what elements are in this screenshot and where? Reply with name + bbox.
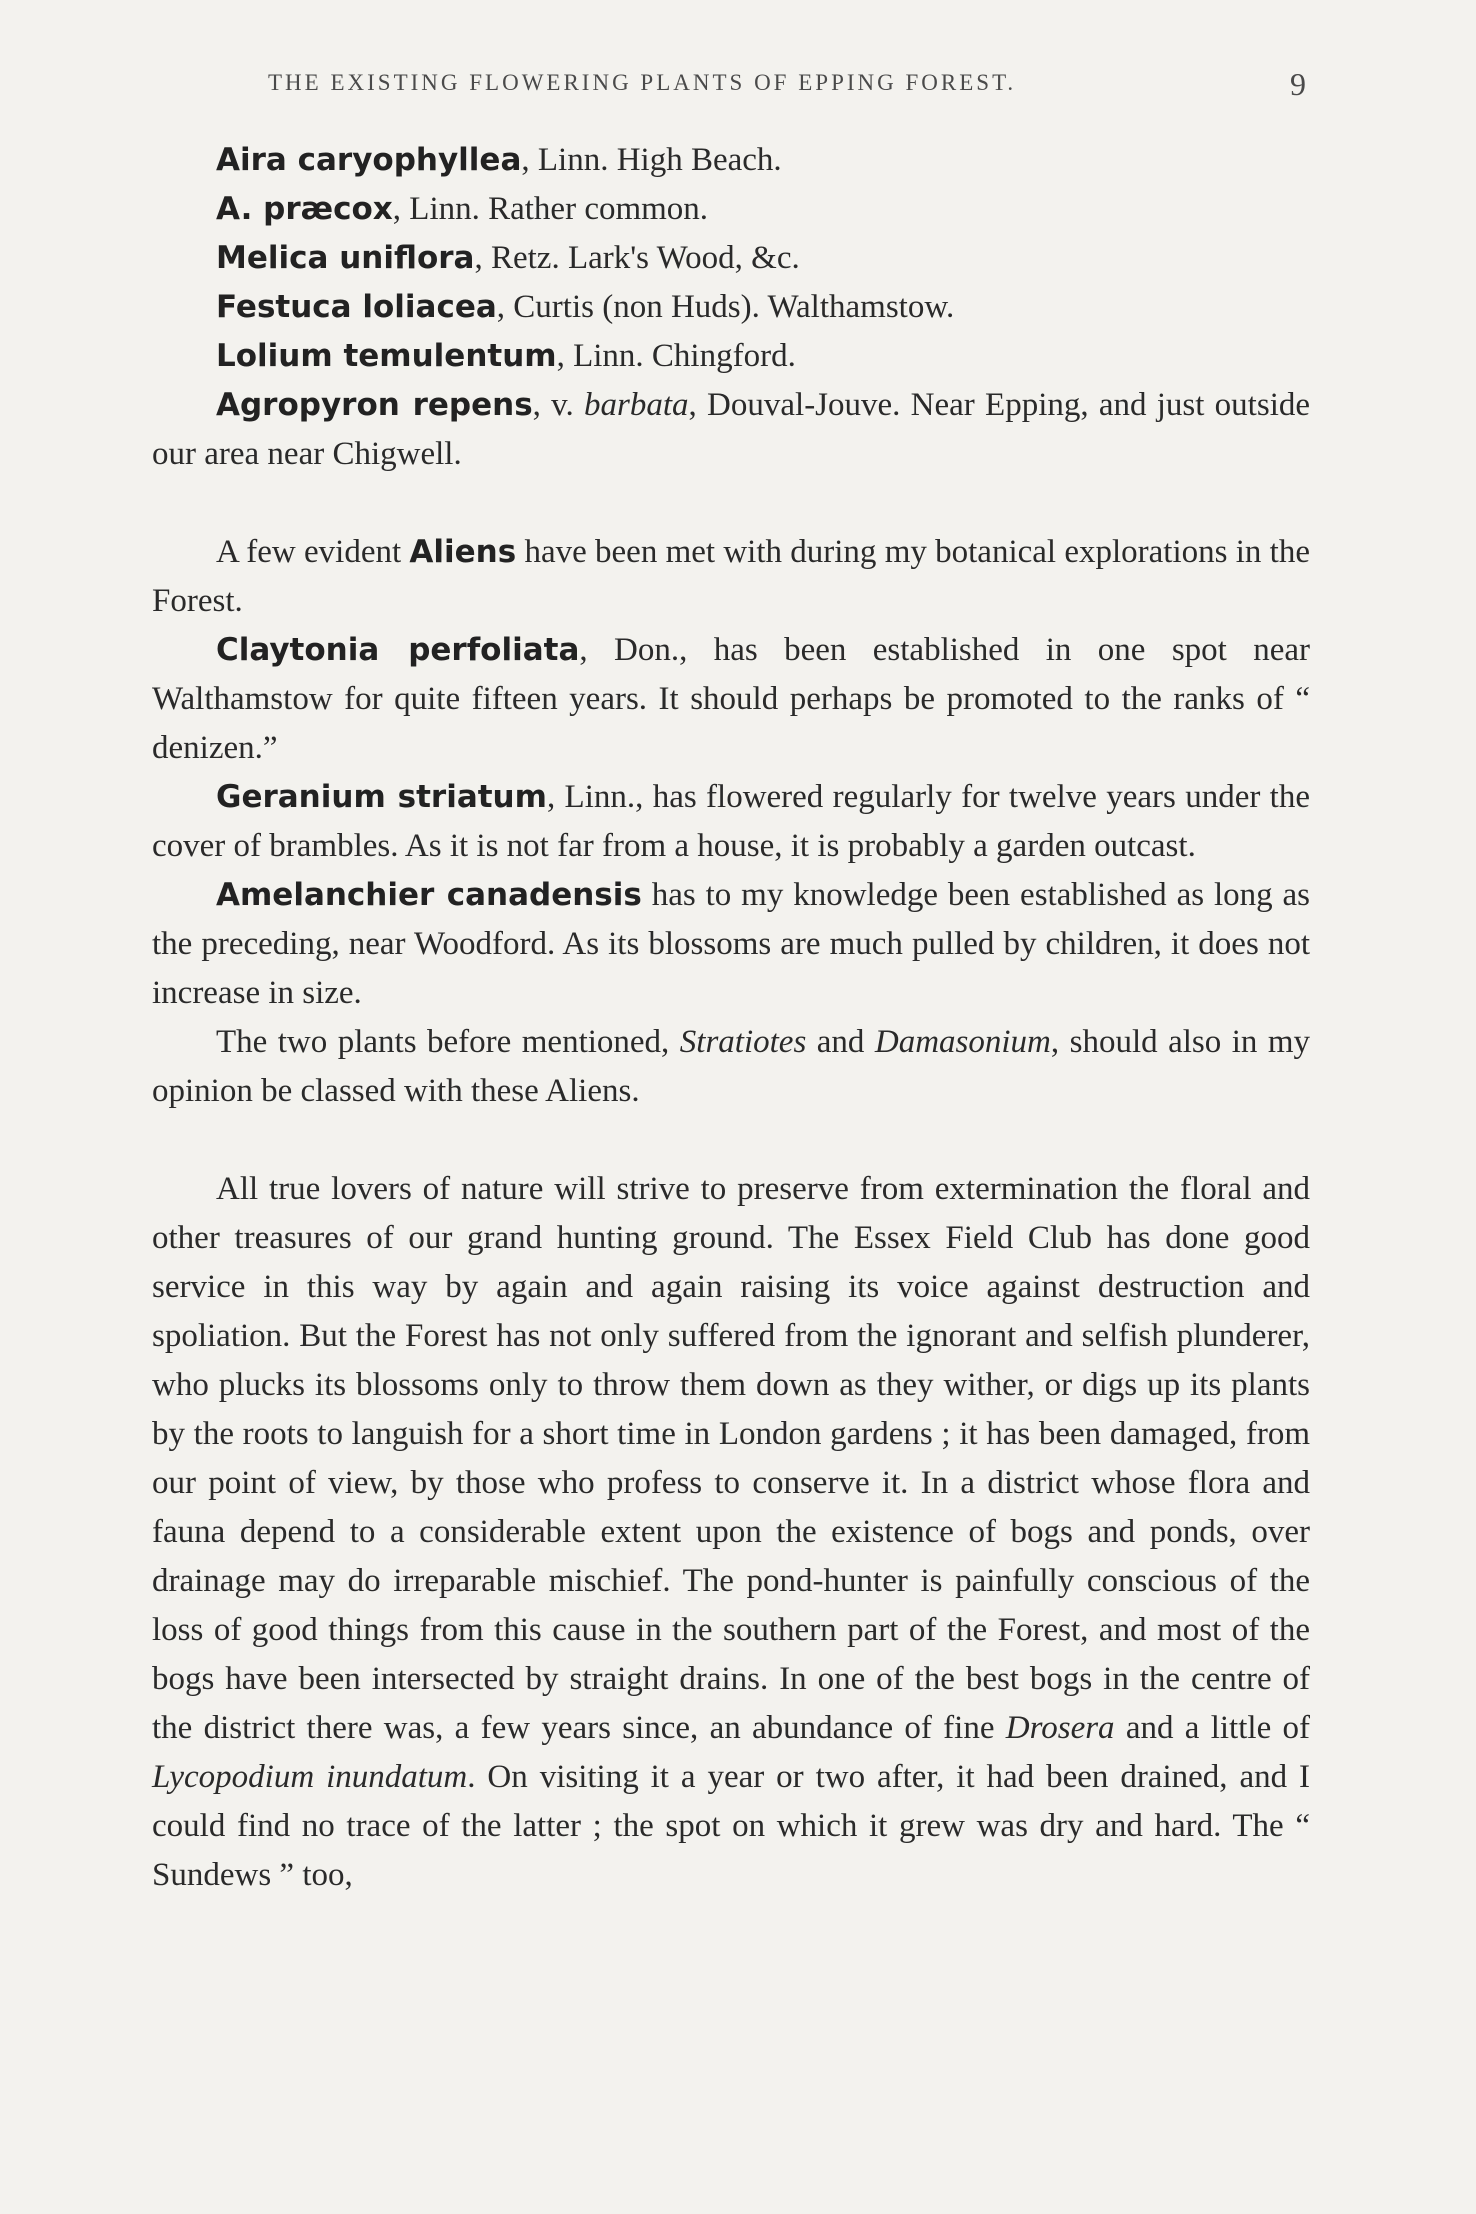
species-entry: Lolium temulentum, Linn. Chingford. bbox=[216, 338, 796, 374]
species-name: A. præcox bbox=[216, 191, 393, 227]
section-gap bbox=[152, 479, 1310, 528]
species-entry: Aira caryophyllea, Linn. High Beach. bbox=[216, 142, 782, 178]
species-name: Lolium temulentum bbox=[216, 338, 557, 374]
species-entry: Festuca loliacea, Curtis (non Huds). Walthamstow. bbox=[216, 289, 955, 325]
species-entry: A. præcox, Linn. Rather common. bbox=[216, 191, 709, 227]
aliens-closing: The two plants before mentioned, Stratiotes and Damasonium, should also in my opinion be classed with these Aliens. bbox=[152, 1024, 1310, 1109]
species-name: Aira caryophyllea bbox=[216, 142, 522, 178]
species-name: Festuca loliacea bbox=[216, 289, 497, 325]
aliens-intro: A few evident Aliens have been met with during my botanical explorations in the Forest. bbox=[152, 534, 1310, 619]
species-name: Claytonia perfoliata bbox=[216, 632, 580, 668]
alien-entry: Claytonia perfoliata, Don., has been established in one spot near Walthamstow for quite fifteen years. It should perhaps be promoted to the ranks of “ denizen.” bbox=[152, 632, 1310, 766]
species-name: Amelanchier canadensis bbox=[216, 877, 642, 913]
page-body bbox=[152, 136, 1310, 1900]
species-name: Melica uniflora bbox=[216, 240, 475, 276]
page-number: 9 bbox=[1290, 66, 1306, 102]
alien-entry: Amelanchier canadensis has to my knowledge been established as long as the preceding, near Woodford. As its blossoms are much pulled by children, it does not increase in size. bbox=[152, 877, 1310, 1011]
genus-name: Damasonium bbox=[874, 1024, 1051, 1060]
conservation-paragraph: All true lovers of nature will strive to preserve from extermination the floral and other treasures of our grand hunting ground. The Essex Field Club has done good service in this way by again and again raising its voice against destruction and spoliation. But the Forest has not only suffered from the ignorant and selfish plunderer, who plucks its blossoms only to throw them down as they wither, or digs up its plants by the roots to languish for a short time in London gardens ; it has been damaged, from our point of view, by those who profess to conserve it. In a district whose flora and fauna depend to a considerable extent upon the existence of bogs and ponds, over drainage may do irreparable mischief. The pond-hunter is painfully conscious of the loss of good things from this cause in the southern part of the Forest, and most of the bogs have been intersected by straight drains. In one of the best bogs in the centre of the district there was, a few years since, an abundance of fine Drosera and a little of Lycopodium inundatum. On visiting it a year or two after, it had been drained, and I could find no trace of the latter ; the spot on which it grew was dry and hard. The “ Sundews ” too, bbox=[152, 1171, 1310, 1893]
running-header: THE EXISTING FLOWERING PLANTS OF EPPING FOREST. bbox=[268, 70, 1017, 95]
variety-name: barbata bbox=[584, 387, 689, 423]
aliens-heading: Aliens bbox=[409, 534, 517, 570]
species-name: Agropyron repens bbox=[216, 387, 533, 423]
genus-name: Stratiotes bbox=[679, 1024, 807, 1060]
species-entry: Agropyron repens, v. barbata, Douval-Jouve. Near Epping, and just outside our area near Chigwell. bbox=[152, 387, 1311, 472]
species-name: Geranium striatum bbox=[216, 779, 547, 815]
genus-name: Drosera bbox=[1005, 1710, 1115, 1746]
section-gap bbox=[152, 1116, 1310, 1165]
species-entry: Melica uniflora, Retz. Lark's Wood, &c. bbox=[216, 240, 800, 276]
alien-entry: Geranium striatum, Linn., has flowered regularly for twelve years under the cover of brambles. As it is not far from a house, it is probably a garden outcast. bbox=[152, 779, 1310, 864]
species-italic: Lycopodium inundatum bbox=[152, 1759, 468, 1795]
